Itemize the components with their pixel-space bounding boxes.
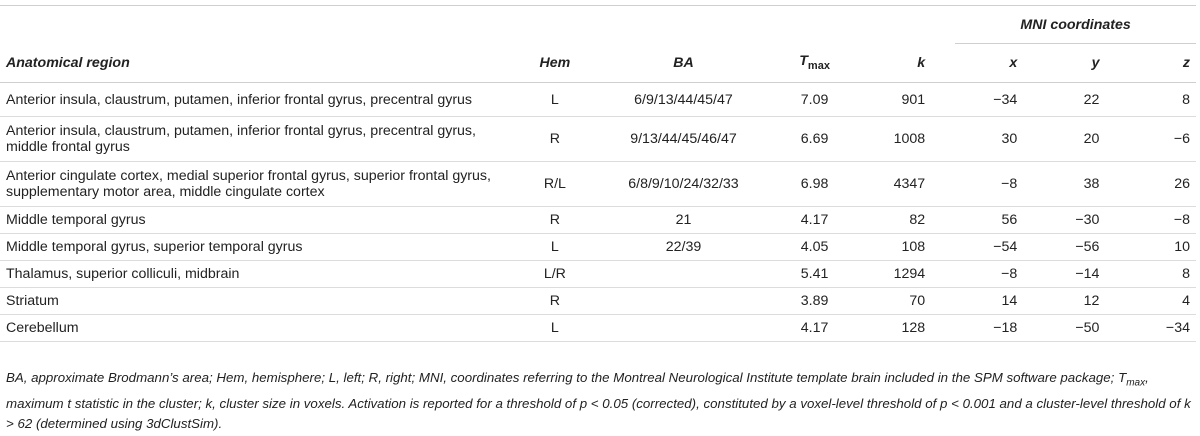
cell-ba: 6/9/13/44/45/47 (593, 83, 774, 117)
cell-tmax: 6.98 (774, 162, 855, 207)
cell-ba (593, 261, 774, 288)
region-line-1: Striatum (6, 293, 59, 309)
cell-hem: R (517, 288, 593, 315)
footnote-part2: , maximum t statistic in the cluster; k, cluster size in voxels. Activation is reported for a threshold of p < 0.05 (corrected), constituted by a voxel-level threshold of p < 0.001 and a cluster-level threshold of k > 62 (determined using 3dClustSim). (6, 370, 1191, 431)
table-body (0, 83, 1196, 342)
cell-x: −18 (955, 315, 1037, 342)
cell-x: −8 (955, 261, 1037, 288)
cell-region (0, 288, 517, 315)
region-line-2: middle frontal gyrus (6, 139, 130, 155)
cell-z: −6 (1129, 117, 1196, 162)
cell-y: −14 (1037, 261, 1129, 288)
table-row (0, 83, 1196, 117)
cell-x: 30 (955, 117, 1037, 162)
cell-tmax: 7.09 (774, 83, 855, 117)
cell-region (0, 117, 517, 162)
table-row (0, 207, 1196, 234)
table-row (0, 288, 1196, 315)
table-row (0, 261, 1196, 288)
cell-z: 10 (1129, 234, 1196, 261)
mni-group-row (0, 6, 1196, 44)
header-z: z (1129, 44, 1196, 83)
cell-hem: L (517, 83, 593, 117)
region-line-1: Thalamus, superior colliculi, midbrain (6, 266, 240, 282)
cell-hem: L (517, 315, 593, 342)
header-region: Anatomical region (0, 44, 517, 83)
cell-z: 8 (1129, 83, 1196, 117)
cell-k: 108 (855, 234, 955, 261)
cell-region (0, 261, 517, 288)
cell-k: 4347 (855, 162, 955, 207)
cell-ba (593, 315, 774, 342)
header-x: x (955, 44, 1037, 83)
cell-y: 12 (1037, 288, 1129, 315)
cell-hem: L (517, 234, 593, 261)
cell-region (0, 83, 517, 117)
cell-region (0, 234, 517, 261)
header-y: y (1037, 44, 1129, 83)
cell-y: 22 (1037, 83, 1129, 117)
cell-x: −8 (955, 162, 1037, 207)
footnote-sub: max (1126, 377, 1146, 389)
cell-tmax: 4.05 (774, 234, 855, 261)
table-footnote (6, 368, 1196, 434)
table-row (0, 117, 1196, 162)
header-hem: Hem (517, 44, 593, 83)
cell-ba: 21 (593, 207, 774, 234)
cell-ba: 6/8/9/10/24/32/33 (593, 162, 774, 207)
region-line-1: Middle temporal gyrus (6, 212, 146, 228)
cell-z: 8 (1129, 261, 1196, 288)
mni-coordinates-label: MNI coordinates (955, 6, 1196, 44)
header-tmax (774, 44, 855, 83)
cell-x: 14 (955, 288, 1037, 315)
cell-x: −54 (955, 234, 1037, 261)
cell-region (0, 315, 517, 342)
cell-region (0, 162, 517, 207)
header-tmax-sub: max (807, 60, 830, 73)
cell-hem: R (517, 207, 593, 234)
cell-tmax: 4.17 (774, 207, 855, 234)
cell-y: 38 (1037, 162, 1129, 207)
footnote-part1: BA, approximate Brodmann’s area; Hem, hemisphere; L, left; R, right; MNI, coordinates referring to the Montreal Neurological Institute template brain included in the SPM software package; T (6, 370, 1127, 385)
cell-k: 1294 (855, 261, 955, 288)
cell-hem: R/L (517, 162, 593, 207)
cell-k: 82 (855, 207, 955, 234)
cell-hem: R (517, 117, 593, 162)
cell-y: −50 (1037, 315, 1129, 342)
cell-ba (593, 288, 774, 315)
region-line-2: supplementary motor area, middle cingulate cortex (6, 184, 325, 200)
cell-z: −34 (1129, 315, 1196, 342)
cell-k: 901 (855, 83, 955, 117)
region-line-1: Anterior cingulate cortex, medial superior frontal gyrus, superior frontal gyrus, (6, 168, 491, 184)
cell-x: −34 (955, 83, 1037, 117)
cell-z: 4 (1129, 288, 1196, 315)
cell-y: −56 (1037, 234, 1129, 261)
cell-ba: 9/13/44/45/46/47 (593, 117, 774, 162)
header-k: k (855, 44, 955, 83)
cell-z: 26 (1129, 162, 1196, 207)
region-line-1: Anterior insula, claustrum, putamen, inferior frontal gyrus, precentral gyrus (6, 91, 473, 108)
table-row (0, 315, 1196, 342)
cell-hem: L/R (517, 261, 593, 288)
cell-z: −8 (1129, 207, 1196, 234)
region-line-1: Middle temporal gyrus, superior temporal gyrus (6, 239, 303, 255)
cell-tmax: 5.41 (774, 261, 855, 288)
results-table (0, 5, 1196, 342)
cell-y: 20 (1037, 117, 1129, 162)
cell-region (0, 207, 517, 234)
header-tmax-base: T (799, 53, 808, 70)
cell-k: 128 (855, 315, 955, 342)
cell-y: −30 (1037, 207, 1129, 234)
cell-ba: 22/39 (593, 234, 774, 261)
table-row (0, 234, 1196, 261)
region-line-1: Cerebellum (6, 320, 79, 336)
cell-k: 1008 (855, 117, 955, 162)
header-ba: BA (593, 44, 774, 83)
cell-tmax: 4.17 (774, 315, 855, 342)
table-row (0, 162, 1196, 207)
cell-tmax: 3.89 (774, 288, 855, 315)
region-line-1: Anterior insula, claustrum, putamen, inferior frontal gyrus, precentral gyrus, (6, 123, 476, 139)
cell-k: 70 (855, 288, 955, 315)
cell-tmax: 6.69 (774, 117, 855, 162)
cell-x: 56 (955, 207, 1037, 234)
header-row (0, 44, 1196, 83)
